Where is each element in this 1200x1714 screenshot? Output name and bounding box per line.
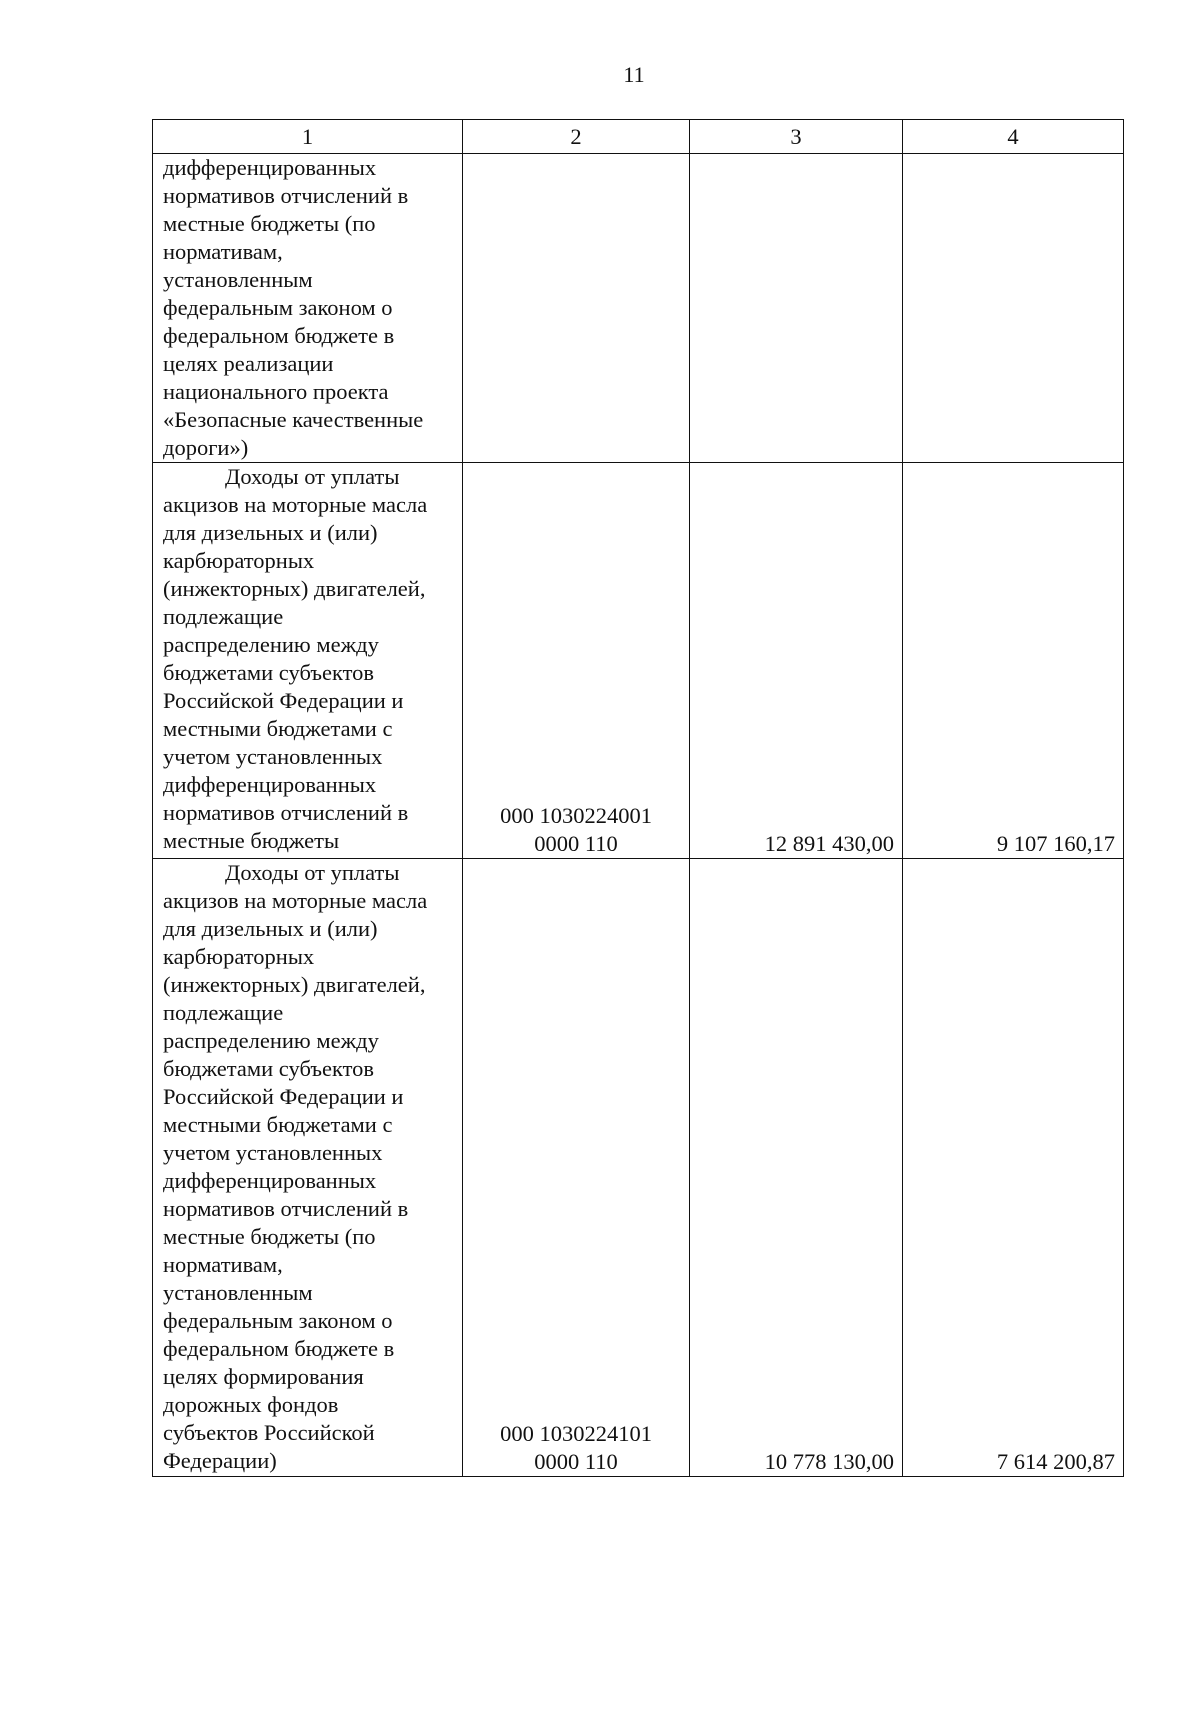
description-cell xyxy=(153,463,463,859)
description-cell xyxy=(153,154,463,463)
budget-table xyxy=(152,119,1124,1477)
header-cell-col1: 1 xyxy=(153,120,463,154)
description-first-line: Доходы от уплаты xyxy=(225,464,400,489)
table-row xyxy=(153,154,1124,463)
table-header-row xyxy=(153,120,1124,154)
table-row xyxy=(153,463,1124,859)
value-cell-col3 xyxy=(690,154,903,463)
value-cell-col4 xyxy=(903,154,1124,463)
header-cell-col2: 2 xyxy=(463,120,690,154)
description-text: дифференцированных нормативов отчислений в местные бюджеты (по нормативам, установленным федеральным законом о федеральном бюджете в целях реализации национального проекта «Безопасные качественные дороги») xyxy=(163,155,424,460)
code-line-1: 000 1030224101 xyxy=(500,1421,652,1446)
header-cell-col4: 4 xyxy=(903,120,1124,154)
header-cell-col3: 3 xyxy=(690,120,903,154)
value-cell-col3: 12 891 430,00 xyxy=(690,463,903,859)
description-cell xyxy=(153,859,463,1477)
description-first-line: Доходы от уплаты xyxy=(225,860,400,885)
code-cell xyxy=(463,859,690,1477)
description-text: акцизов на моторные масла для дизельных и (или) карбюраторных (инжекторных) двигателей, подлежащие распределению между бюджетами субъектов Российской Федерации и местными бюджетами с учетом установленных дифференцированных нормативов отчислений в местные бюджеты (по нормативам, установленным федеральным законом о федеральном бюджете в целях формирования дорожных фондов субъектов Российской Федерации) xyxy=(163,888,428,1473)
page-number: 11 xyxy=(623,62,645,87)
code-line-1: 000 1030224001 xyxy=(500,803,652,828)
table-row xyxy=(153,859,1124,1477)
value-cell-col4: 7 614 200,87 xyxy=(903,859,1124,1477)
code-line-2: 0000 110 xyxy=(534,1449,618,1474)
code-line-2: 0000 110 xyxy=(534,831,618,856)
value-cell-col3: 10 778 130,00 xyxy=(690,859,903,1477)
description-text: акцизов на моторные масла для дизельных и (или) карбюраторных (инжекторных) двигателей, подлежащие распределению между бюджетами субъектов Российской Федерации и местными бюджетами с учетом установленных дифференцированных нормативов отчислений в местные бюджеты xyxy=(163,492,428,853)
code-cell xyxy=(463,154,690,463)
value-cell-col4: 9 107 160,17 xyxy=(903,463,1124,859)
code-cell xyxy=(463,463,690,859)
